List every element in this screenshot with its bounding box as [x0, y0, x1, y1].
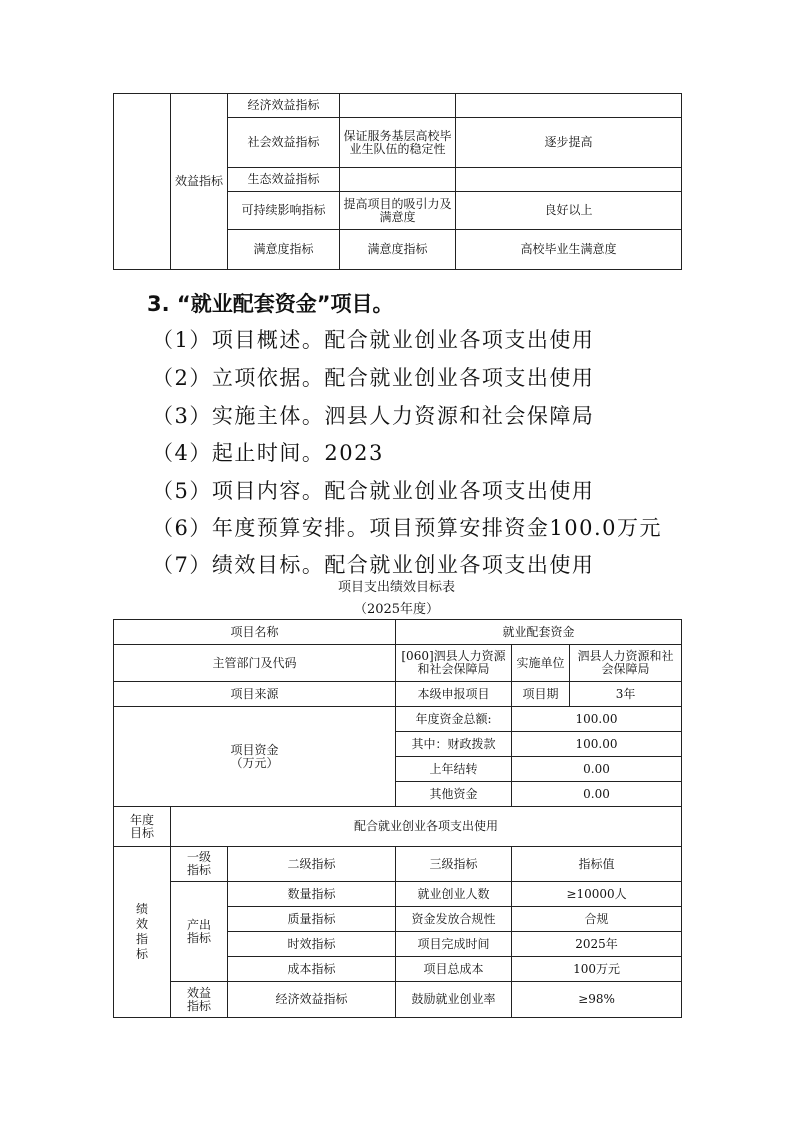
header-level1 — [171, 847, 228, 882]
funds-label-text: 项目资金（万元） — [230, 742, 279, 770]
output-level2: 成本指标 — [228, 957, 396, 982]
section-item: （6）年度预算安排。项目预算安排资金100.0万元 — [152, 516, 662, 540]
fund-item-value: 0.00 — [512, 782, 682, 807]
header-level1-text: 一级指标 — [186, 850, 211, 877]
output-level2: 质量指标 — [228, 907, 396, 932]
section-item: （7）绩效目标。配合就业创业各项支出使用 — [152, 553, 595, 577]
benefit-label-text: 效益指标 — [186, 985, 211, 1013]
fund-item-label: 年度资金总额: — [396, 707, 512, 732]
indicator-level2: 生态效益指标 — [228, 168, 340, 192]
dept-label: 主管部门及代码 — [114, 645, 396, 682]
satisfaction-level1: 满意度指标 — [228, 230, 340, 270]
output-level3: 资金发放合规性 — [396, 907, 512, 932]
source-label: 项目来源 — [114, 682, 396, 707]
section-item: （3）实施主体。泗县人力资源和社会保障局 — [152, 404, 595, 428]
period-label: 项目期 — [512, 682, 570, 707]
indicator-level2: 可持续影响指标 — [228, 192, 340, 230]
section-item: （4）起止时间。2023 — [152, 441, 384, 465]
benefit-level3: 鼓励就业创业率 — [396, 982, 512, 1018]
performance-target-table — [113, 619, 682, 1018]
impl-label: 实施单位 — [512, 645, 570, 682]
indicator-level3 — [340, 94, 456, 118]
benefit-indicator-label: 效益指标 — [171, 94, 228, 270]
indicator-value — [456, 94, 682, 118]
header-level3: 三级指标 — [396, 847, 512, 882]
header-level2: 二级指标 — [228, 847, 396, 882]
perf-label-text: 绩效指标 — [135, 902, 148, 961]
fund-item-value: 100.00 — [512, 732, 682, 757]
indicator-level2: 社会效益指标 — [228, 118, 340, 168]
indicator-level3: 保证服务基层高校毕业生队伍的稳定性 — [340, 118, 456, 168]
output-level3: 项目总成本 — [396, 957, 512, 982]
satisfaction-level3: 高校毕业生满意度 — [456, 230, 682, 270]
perf-label — [114, 847, 171, 1018]
indicator-value: 良好以上 — [456, 192, 682, 230]
impl-value: 泗县人力资源和社会保障局 — [570, 645, 682, 682]
section-heading: 3. “就业配套资金”项目。 — [147, 292, 394, 316]
funds-label — [114, 707, 396, 807]
output-label — [171, 882, 228, 982]
indicator-level3 — [340, 168, 456, 192]
section-item: （2）立项依据。配合就业创业各项支出使用 — [152, 366, 595, 390]
benefit-label — [171, 982, 228, 1018]
project-name: 就业配套资金 — [396, 620, 682, 645]
output-level3: 项目完成时间 — [396, 932, 512, 957]
fund-item-label: 其他资金 — [396, 782, 512, 807]
fund-item-label: 其中：财政拨款 — [396, 732, 512, 757]
goal-label-text: 年度目标 — [129, 812, 154, 840]
table-year: （2025年度） — [353, 602, 440, 617]
goal-value: 配合就业创业各项支出使用 — [171, 807, 682, 847]
fund-item-value: 0.00 — [512, 757, 682, 782]
performance-table-continued — [113, 93, 682, 270]
empty-level-cell — [114, 94, 171, 270]
project-name-label: 项目名称 — [114, 620, 396, 645]
indicator-value: 逐步提高 — [456, 118, 682, 168]
benefit-value: ≥98% — [512, 982, 682, 1018]
header-value: 指标值 — [512, 847, 682, 882]
output-level3: 就业创业人数 — [396, 882, 512, 907]
section-item: （1）项目概述。配合就业创业各项支出使用 — [152, 328, 595, 352]
output-value: 2025年 — [512, 932, 682, 957]
output-label-text: 产出指标 — [186, 917, 211, 945]
output-value: 合规 — [512, 907, 682, 932]
indicator-value — [456, 168, 682, 192]
benefit-level2: 经济效益指标 — [228, 982, 396, 1018]
period-value: 3年 — [570, 682, 682, 707]
satisfaction-level2: 满意度指标 — [340, 230, 456, 270]
table-title: 项目支出绩效目标表 — [337, 580, 455, 595]
output-value: 100万元 — [512, 957, 682, 982]
goal-label — [114, 807, 171, 847]
output-level2: 数量指标 — [228, 882, 396, 907]
fund-item-label: 上年结转 — [396, 757, 512, 782]
fund-item-value: 100.00 — [512, 707, 682, 732]
indicator-level3: 提高项目的吸引力及满意度 — [340, 192, 456, 230]
output-level2: 时效指标 — [228, 932, 396, 957]
section-item: （5）项目内容。配合就业创业各项支出使用 — [152, 479, 595, 503]
source-value: 本级申报项目 — [396, 682, 512, 707]
indicator-level2: 经济效益指标 — [228, 94, 340, 118]
dept-value: [060]泗县人力资源和社会保障局 — [396, 645, 512, 682]
output-value: ≥10000人 — [512, 882, 682, 907]
